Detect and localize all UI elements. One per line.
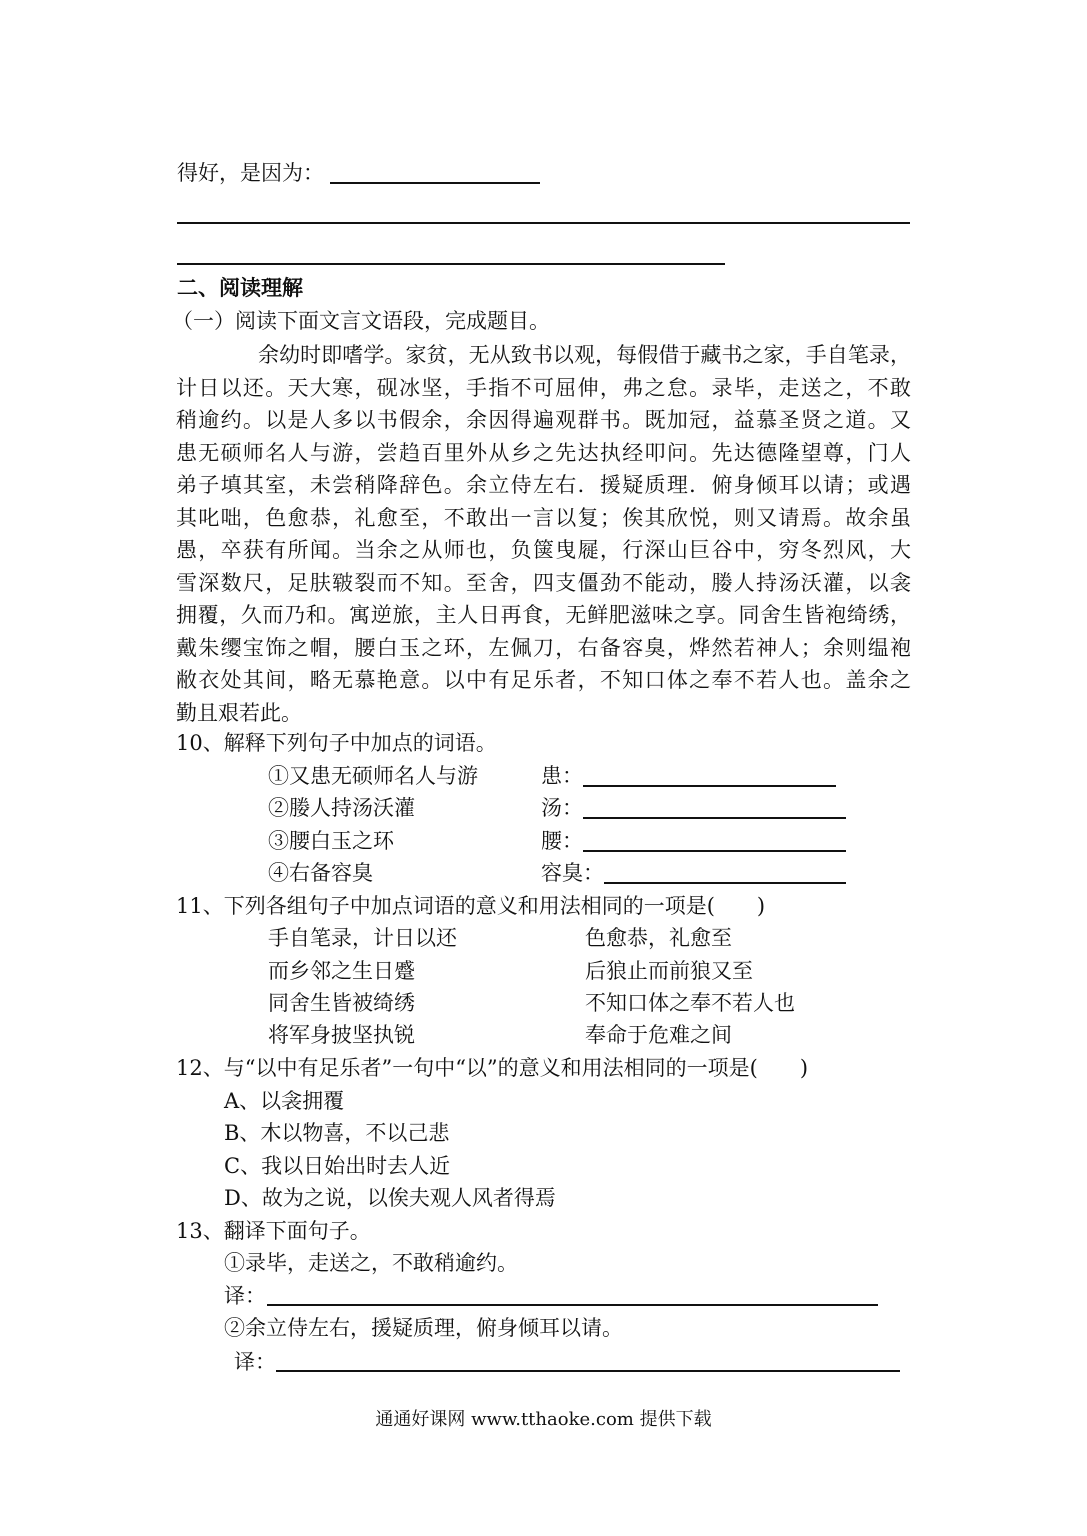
question-11-stem: 11、下列各组句子中加点词语的意义和用法相同的一项是( ) — [176, 894, 766, 918]
answer-blank[interactable] — [604, 882, 846, 884]
answer-blank[interactable] — [583, 817, 846, 819]
q10-item-word: 患： — [541, 764, 583, 788]
q11-right-option: 色愈恭，礼愈至 — [585, 926, 732, 950]
q10-item-sentence: ③腰白玉之环 — [268, 829, 394, 853]
page-footer: 通通好课网 www.tthaoke.com 提供下载 — [375, 1409, 712, 1430]
q10-item-sentence: ④右备容臭 — [268, 861, 373, 885]
passage-line: 稍逾约。以是人多以书假余，余因得遍观群书。既加冠，益慕圣贤之道。又 — [176, 408, 911, 432]
q10-item-word: 腰： — [541, 829, 583, 853]
answer-blank[interactable] — [177, 222, 910, 224]
passage-line: 雪深数尺，足肤皲裂而不知。至舍，四支僵劲不能动，媵人持汤沃灌，以衾 — [176, 570, 911, 595]
passage-line: 愚，卒获有所闻。当余之从师也，负箧曳屣，行深山巨谷中，穷冬烈风，大 — [176, 538, 911, 562]
q11-right-option: 奉命于危难之间 — [585, 1023, 732, 1047]
q13-sentence-1: ①录毕，走送之，不敢稍逾约。 — [224, 1251, 518, 1275]
q13-translate-label-2: 译： — [234, 1350, 276, 1374]
passage — [176, 339, 911, 729]
translation-blank[interactable] — [267, 1304, 878, 1306]
q11-right-option: 不知口体之奉不若人也 — [585, 991, 795, 1015]
q11-left-option: 将军身披坚执锐 — [268, 1023, 415, 1047]
question-10-stem: 10、解释下列句子中加点的词语。 — [176, 731, 497, 755]
section-subtitle: （一）阅读下面文言文语段，完成题目。 — [172, 309, 550, 333]
section-title: 二、阅读理解 — [177, 275, 303, 300]
passage-line: 弟子填其室，未尝稍降辞色。余立侍左右．援疑质理．俯身倾耳以请；或遇 — [176, 473, 911, 497]
q11-left-option: 手自笔录，计日以还 — [268, 926, 457, 950]
answer-blank[interactable] — [583, 785, 836, 787]
translation-blank[interactable] — [276, 1370, 900, 1372]
q10-item-word: 汤： — [541, 796, 583, 820]
continued-answer-line: 得好，是因为： — [177, 161, 324, 185]
passage-line: 余幼时即嗜学。家贫，无从致书以观，每假借于藏书之家，手自笔录， — [258, 343, 911, 367]
passage-line: 戴朱缨宝饰之帽，腰白玉之环，左佩刀，右备容臭，烨然若神人；余则缊袍 — [176, 635, 911, 660]
question-12-stem: 12、与“以中有足乐者”一句中“以”的意义和用法相同的一项是( ) — [176, 1056, 809, 1080]
q10-item-sentence: ②媵人持汤沃灌 — [268, 796, 415, 820]
q11-right-option: 后狼止而前狼又至 — [585, 959, 753, 983]
q13-translate-label-1: 译： — [224, 1284, 266, 1308]
passage-line: 其叱咄，色愈恭，礼愈至，不敢出一言以复；俟其欣悦，则又请焉。故余虽 — [176, 505, 911, 530]
answer-blank[interactable] — [330, 182, 540, 184]
q13-sentence-2: ②余立侍左右，援疑质理，俯身倾耳以请。 — [224, 1316, 623, 1340]
q12-option: B、木以物喜，不以己悲 — [224, 1121, 450, 1145]
passage-line: 拥覆，久而乃和。寓逆旅，主人日再食，无鲜肥滋味之享。同舍生皆袍绮绣， — [176, 603, 911, 627]
q10-item-word: 容臭： — [541, 861, 604, 885]
answer-blank[interactable] — [583, 850, 846, 852]
q11-left-option: 而乡邻之生日蹙 — [268, 959, 415, 983]
q10-item-sentence: ①又患无硕师名人与游 — [268, 764, 478, 788]
q11-left-option: 同舍生皆被绮绣 — [268, 991, 415, 1015]
passage-line: 敝衣处其间，略无慕艳意。以中有足乐者，不知口体之奉不若人也。盖余之 — [176, 668, 911, 692]
q12-option: A、以衾拥覆 — [224, 1089, 345, 1113]
q12-option: D、故为之说，以俟夫观人风者得焉 — [224, 1186, 556, 1210]
passage-line: 勤且艰若此。 — [176, 700, 302, 725]
passage-line: 计日以还。天大寒，砚冰坚，手指不可屈伸，弗之怠。录毕，走送之，不敢 — [176, 375, 911, 400]
answer-blank[interactable] — [177, 263, 725, 265]
passage-line: 患无硕师名人与游，尝趋百里外从乡之先达执经叩问。先达德隆望尊，门人 — [176, 440, 911, 465]
q12-option: C、我以日始出时去人近 — [224, 1154, 451, 1178]
question-13-stem: 13、翻译下面句子。 — [176, 1219, 371, 1243]
